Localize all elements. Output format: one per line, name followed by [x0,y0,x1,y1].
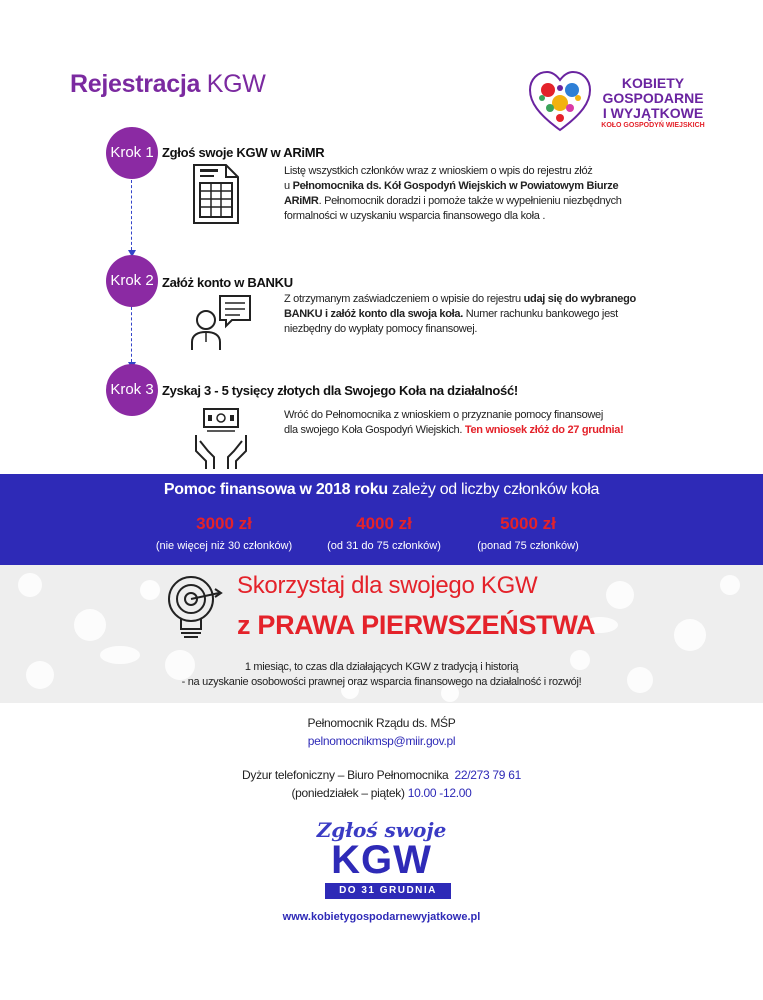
step-3-deadline: Ten wniosek złóż do 27 grudnia! [464,424,624,436]
step-1-text [284,164,656,224]
step-1-text-c-bold: ARiMR [284,195,319,207]
step-2-text-line-a [284,292,656,307]
step-3-badge [106,364,158,416]
page-title [70,70,266,99]
contact-org: Pełnomocnik Rządu ds. MŚP [307,716,456,730]
step-3-text-line-b [284,423,684,438]
step-2-text-line-c: niezbędny do wypłaty pomocy finansowej. [284,323,478,335]
step-3-text-b: dla swojego Koła Gospodyń Wiejskich. [284,424,465,436]
step-2-text-line-b [284,307,656,322]
contact-email-link[interactable]: pelnomocnikmsp@miir.gov.pl [307,734,456,748]
amount-note: (nie więcej niż 30 członków) [155,540,293,552]
money-hands-icon [192,405,250,471]
hours-value: 10.00 -12.00 [407,786,472,800]
step-1-text-b: u [284,180,293,192]
phone-label: Dyżur telefoniczny – Biuro Pełnomocnika [242,768,449,782]
kgw-text: KGW [331,838,432,882]
person-speech-icon [190,290,252,352]
step-2-text-b: Numer rachunku bankowego jest [462,308,618,320]
contact-email [0,734,763,748]
promo-note-2: - na uzyskanie osobowości prawnej oraz wsparcia finansowego na działalność i rozwój! [181,676,582,688]
form-document-icon [192,163,240,225]
zglos-swoje-text: Zgłoś swoje [316,818,447,842]
amount-note: (ponad 75 członków) [477,540,579,552]
step-2-text-a: Z otrzymanym zaświadczeniem o wpisie do rejestru [284,293,524,305]
kgw-logo [528,70,708,140]
step-1-title: Zgłoś swoje KGW w ARiMR [162,145,325,160]
band-title-bold: Pomoc finansowa w 2018 roku [163,481,388,498]
folk-heart-icon [528,70,592,134]
step-2-text-b-bold: BANKU i załóż konto dla swoja koła. [284,308,463,320]
contact-hours-row [0,786,763,800]
step-2-badge-label: Krok 2 [110,272,154,289]
step-2-text-a-bold: udaj się do wybranego [523,293,636,305]
band-title-rest: zależy od liczby członków koła [387,481,600,498]
contact-phone-row [0,768,763,782]
step-1-badge-label: Krok 1 [110,144,154,161]
promo-headline-1: Skorzystaj dla swojego KGW [237,572,538,599]
step-1-text-b-bold: Pełnomocnika ds. Kół Gospodyń Wiejskich w Powiatowym Biurze [292,180,619,192]
logo-line-2: GOSPODARNE [602,90,704,106]
website-link [0,911,763,923]
band-title [0,481,763,499]
step-2-title: Załóż konto w BANKU [162,275,293,290]
website-url[interactable]: www.kobietygospodarnewyjatkowe.pl [282,911,481,923]
step-1-text-line-d: formalności w uzyskaniu wsparcia finansowego dla koła . [284,210,546,222]
step-1-badge [106,127,158,179]
title-bold: Rejestracja [70,70,201,98]
promo-note-1: 1 miesiąc, to czas dla działających KGW z tradycją i historią [244,661,519,673]
step-3-text-line-a: Wróć do Pełnomocnika z wnioskiem o przyznanie pomocy finansowej [284,409,603,421]
phone-number[interactable]: 22/273 79 61 [454,768,521,782]
step-1-text-line-a: Listę wszystkich członków wraz z wnioskiem o wpis do rejestru złóż [284,165,593,177]
step-1-text-c: . Pełnomocnik doradzi i pomoże także w wypełnieniu niezbędnych [318,195,622,207]
logo-line-1: KOBIETY [621,75,685,91]
step-3-text [284,408,684,438]
logo-line-3: I WYJĄTKOWE [602,105,704,121]
step-1-text-line-c [284,194,656,209]
promo-note [0,660,763,690]
step-connector-1 [131,180,132,250]
step-3-badge-label: Krok 3 [110,381,154,398]
step-2-text [284,292,656,337]
step-1-text-line-b [284,179,656,194]
target-bulb-icon [165,573,223,643]
amount-note: (od 31 do 75 członków) [327,540,441,552]
promo-headline-2: z PRAWA PIERWSZEŃSTWA [237,610,596,640]
deadline-badge: DO 31 GRUDNIA [325,883,451,899]
step-2-badge [106,255,158,307]
hours-label: (poniedziałek – piątek) [291,786,405,800]
logo-subtitle: KOŁO GOSPODYŃ WIEJSKICH [601,122,705,129]
amount-value: 5000 zł [500,514,556,533]
amount-value: 4000 zł [356,514,412,533]
step-3-title: Zyskaj 3 - 5 tysięcy złotych dla Swojego Koła na działalność! [162,383,518,398]
step-connector-2 [131,307,132,362]
amount-value: 3000 zł [196,514,252,533]
title-light: KGW [200,70,266,98]
